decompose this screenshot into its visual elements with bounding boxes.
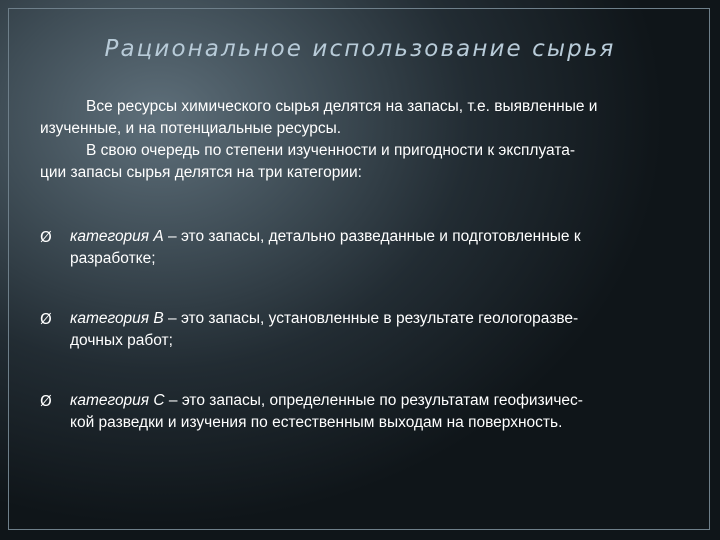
intro-paragraph [40, 96, 690, 140]
bullet-text: – это запасы, детально разведанные и подготовленные к [163, 228, 581, 245]
paragraph-line: Все ресурсы химического сырья делятся на запасы, т.е. выявленные и [86, 98, 598, 115]
paragraph-line: изученные, и на потенциальные ресурсы. [40, 120, 342, 137]
bullet-text: дочных работ; [70, 332, 173, 349]
bullet-text: – это запасы, определенные по результатам геофизичес- [164, 392, 583, 409]
arrow-bullet-icon: Ø [40, 228, 52, 246]
bullet-item-category-a [40, 226, 690, 270]
arrow-bullet-icon: Ø [40, 392, 52, 410]
bullet-text: кой разведки и изучения по естественным выходам на поверхность. [70, 414, 563, 431]
category-name: категория В [70, 310, 164, 327]
bullet-text: разработке; [70, 250, 156, 267]
bullet-text: – это запасы, установленные в результате геологоразве- [163, 310, 579, 327]
bullet-item-category-c [40, 390, 690, 434]
categories-paragraph [40, 140, 690, 184]
category-name: категория С [70, 392, 165, 409]
paragraph-line: ции запасы сырья делятся на три категории: [40, 164, 362, 181]
paragraph-line: В свою очередь по степени изученности и пригодности к эксплуата- [86, 142, 576, 159]
slide-title: Рациональное использование сырья [104, 36, 616, 62]
slide-body [40, 96, 690, 434]
category-name: категория А [70, 228, 164, 245]
arrow-bullet-icon: Ø [40, 310, 52, 328]
bullet-item-category-b [40, 308, 690, 352]
